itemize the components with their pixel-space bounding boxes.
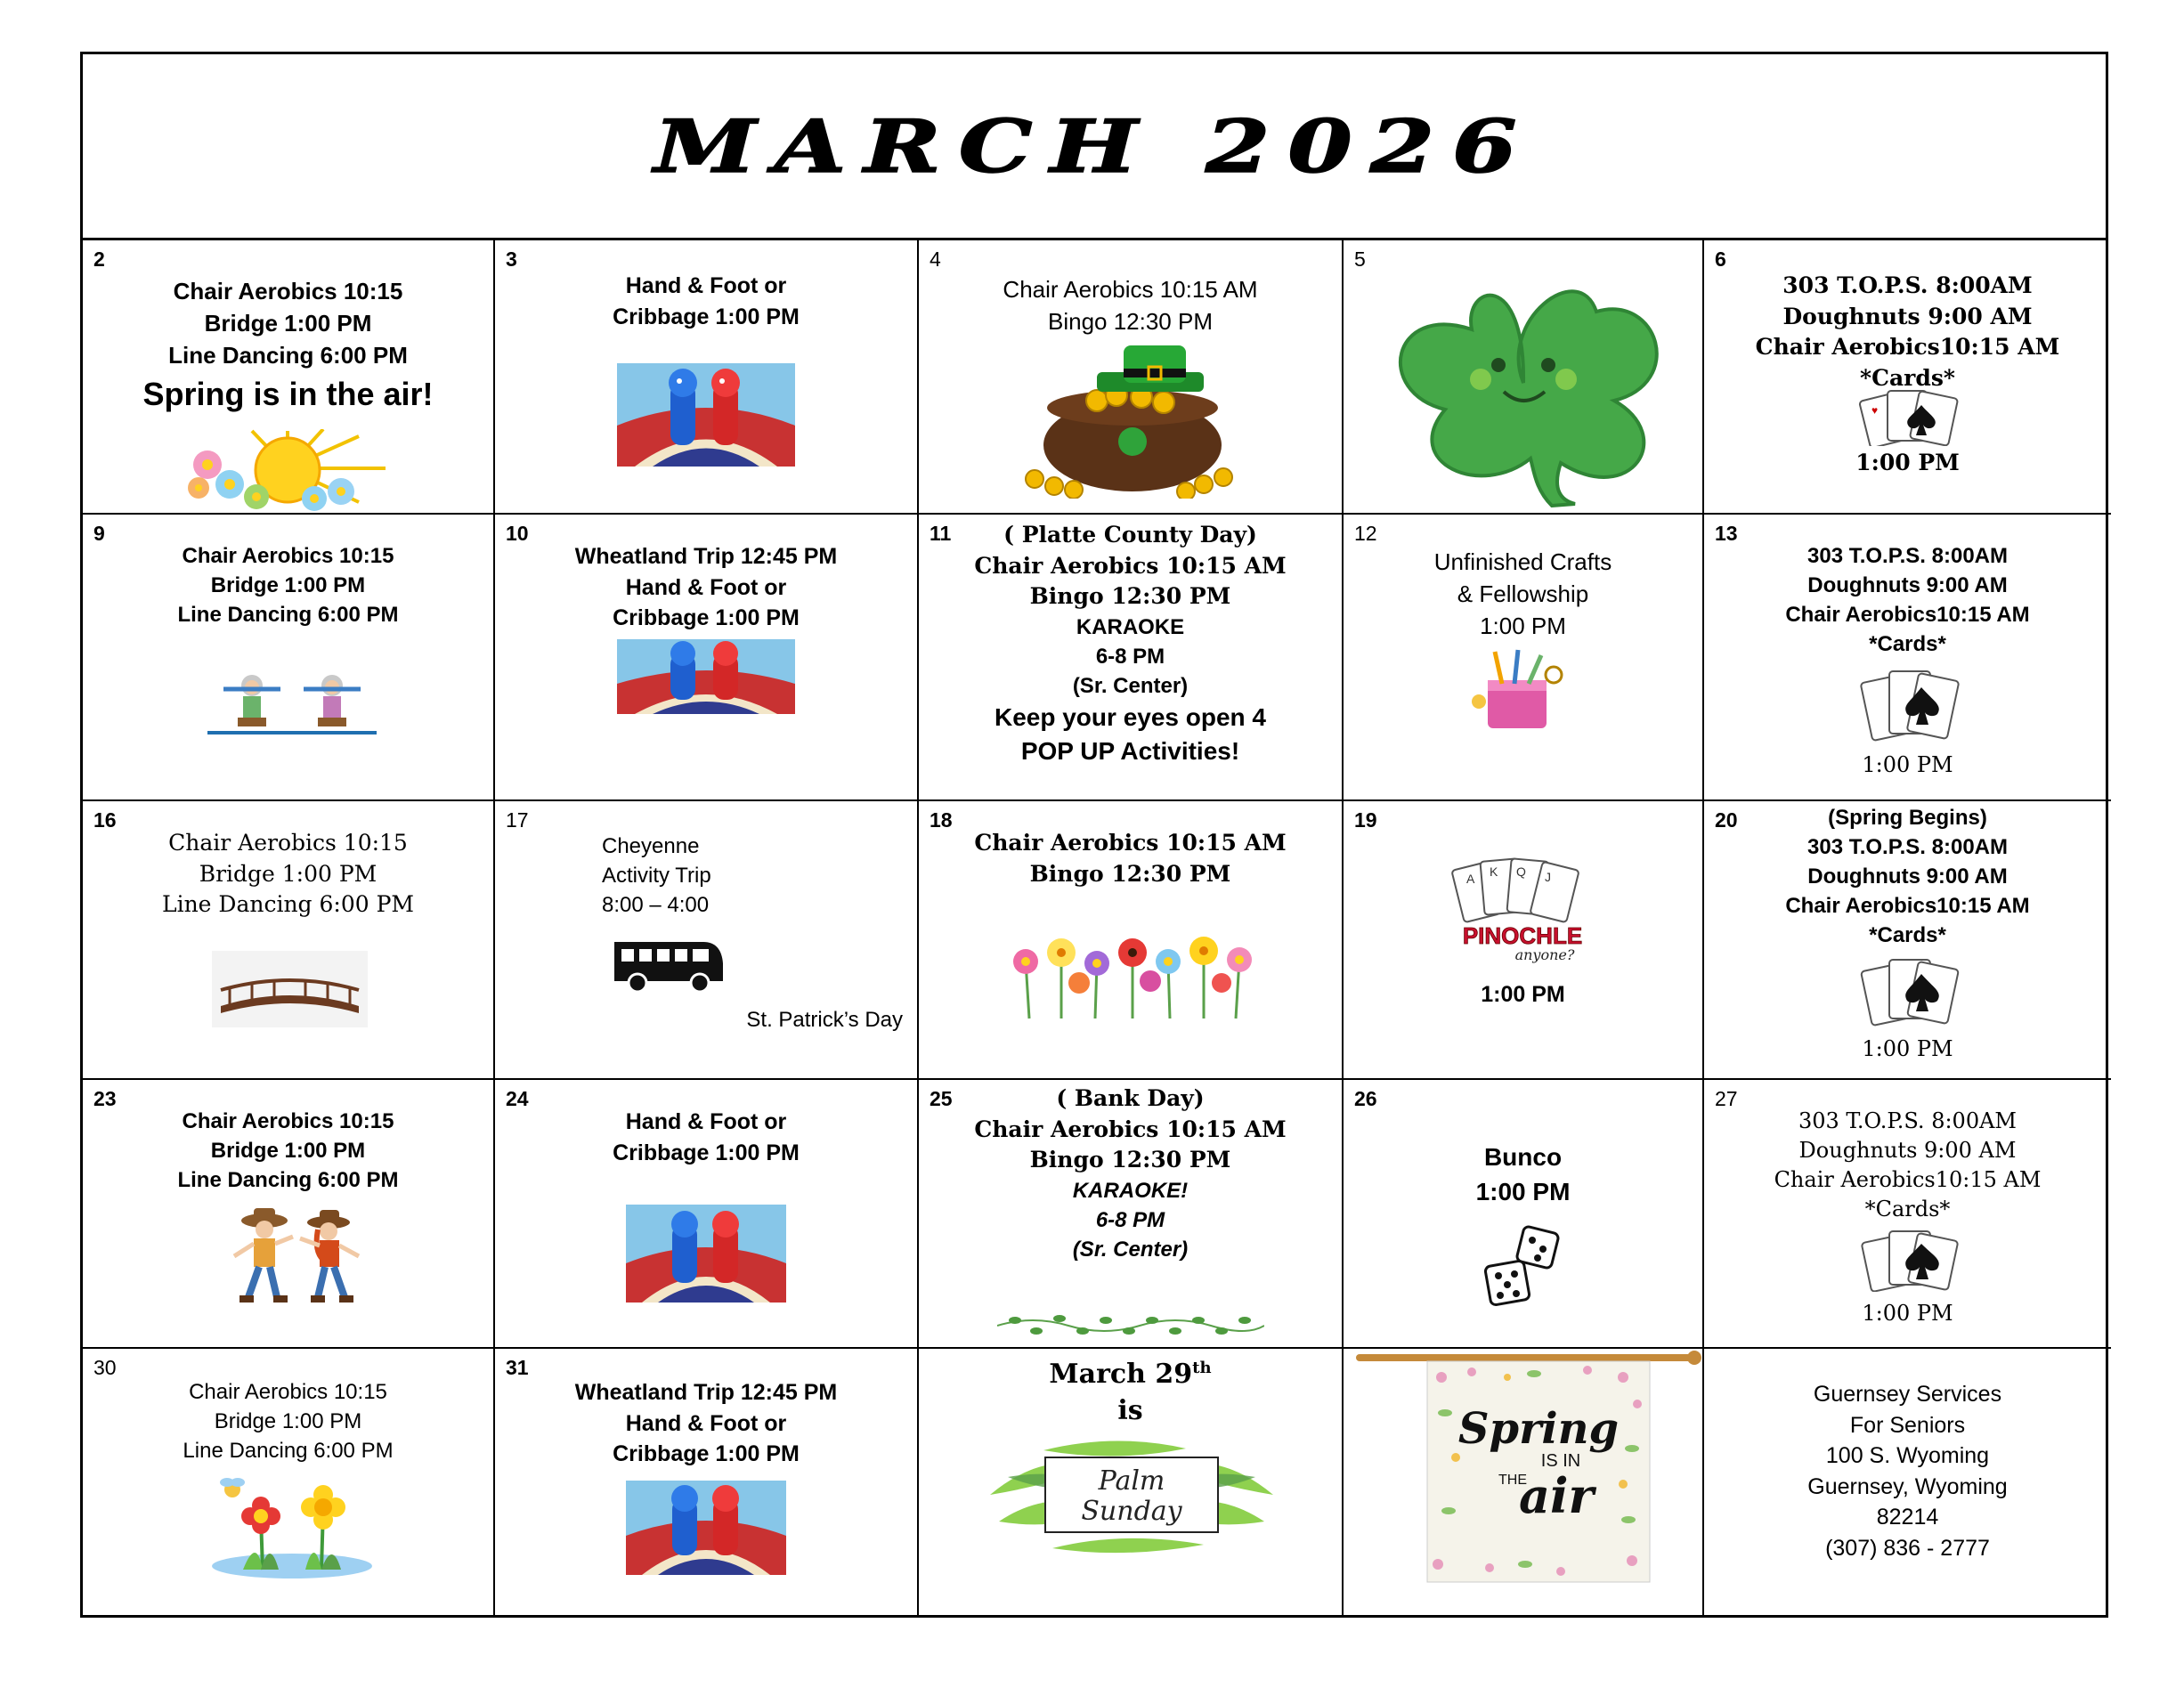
day-cell-27 [1704, 1080, 2111, 1349]
event-karaoke-time: 6-8 PM [1095, 1207, 1165, 1232]
is-in-flag-word: IS IN [1540, 1451, 1581, 1471]
contact-info-cell [1704, 1349, 2111, 1618]
event-cards: *Cards* [1869, 923, 1946, 948]
sunday-sign-text: Sunday [1081, 1496, 1182, 1527]
phone-number: (307) 836 - 2777 [1825, 1535, 1990, 1561]
event-cribbage: Cribbage 1:00 PM [613, 1140, 800, 1165]
day-number: 6 [1715, 248, 1726, 271]
event-chair-aerobics: Chair Aerobics10:15 AM [1785, 603, 2030, 628]
day-cell-23 [83, 1080, 495, 1349]
event-chair-aerobics: Chair Aerobics 10:15 AM [974, 1116, 1287, 1142]
event-cards: *Cards* [1860, 364, 1955, 391]
pinochle-sign-text: PINOCHLE [1462, 922, 1583, 949]
board-game-pieces-icon [617, 639, 795, 714]
spring-message: Spring is in the air! [142, 375, 434, 412]
event-karaoke: KARAOKE [1076, 614, 1185, 639]
line-dancers-icon [225, 1205, 368, 1313]
day-number: 13 [1715, 522, 1738, 545]
day-number: 26 [1354, 1087, 1377, 1110]
event-cards-time: 1:00 PM [1862, 1036, 1953, 1061]
ordinal-suffix: th [1192, 1359, 1212, 1377]
event-chair-aerobics: Chair Aerobics 10:15 [168, 830, 408, 856]
day-number: 12 [1354, 522, 1377, 545]
event-cards: *Cards* [1864, 1197, 1951, 1222]
event-hand-foot: Hand & Foot or [625, 574, 787, 600]
pot-of-gold-icon [999, 345, 1257, 499]
svg-text:♥: ♥ [1871, 404, 1879, 417]
day-cell-9 [83, 515, 495, 801]
day-cell-13 [1704, 515, 2111, 801]
event-chair-aerobics: Chair Aerobics 10:15 [173, 278, 403, 304]
palm-sunday-sign-icon [990, 1432, 1273, 1557]
day-number: 24 [506, 1087, 529, 1110]
day-number: 18 [930, 808, 953, 832]
day-cell-24 [495, 1080, 919, 1349]
event-line-dancing: Line Dancing 6:00 PM [177, 1168, 399, 1193]
event-tops: 303 T.O.P.S. 8:00AM [1782, 272, 2033, 298]
day-cell-31 [495, 1349, 919, 1618]
day-cell-3 [495, 240, 919, 515]
org-name-2: For Seniors [1849, 1412, 1966, 1438]
day-cell-30 [83, 1349, 495, 1618]
board-game-pieces-icon [617, 363, 795, 467]
st-patricks-day: St. Patrick’s Day [746, 1008, 903, 1032]
day-number: 19 [1354, 808, 1377, 832]
event-fellowship: & Fellowship [1457, 580, 1589, 607]
day-number: 2 [93, 248, 105, 271]
event-bingo: Bingo 12:30 PM [1029, 1147, 1231, 1173]
bus-icon [611, 937, 727, 994]
spring-flag-word: Spring [1457, 1404, 1620, 1454]
spring-flag-cell [1344, 1349, 1704, 1618]
event-bingo: Bingo 12:30 PM [1047, 307, 1213, 335]
event-tops: 303 T.O.P.S. 8:00AM [1807, 544, 2008, 568]
calendar [80, 52, 2108, 1618]
seniors-exercising-icon [199, 666, 386, 737]
event-chair-aerobics: Chair Aerobics 10:15 AM [1003, 276, 1258, 303]
event-wheatland-trip: Wheatland Trip 12:45 PM [574, 544, 838, 569]
event-crafts-time: 1:00 PM [1480, 612, 1566, 639]
event-unfinished-crafts: Unfinished Crafts [1433, 548, 1612, 575]
event-pinochle-time: 1:00 PM [1481, 982, 1565, 1007]
svg-text:Q: Q [1516, 864, 1526, 879]
ivy-vine-icon [997, 1310, 1264, 1342]
spring-flag-icon [1356, 1351, 1703, 1584]
event-line-dancing: Line Dancing 6:00 PM [161, 891, 415, 917]
pinochle-sign-subtext: anyone? [1514, 946, 1575, 963]
day-cell-5 [1344, 240, 1704, 515]
day-number: 17 [506, 808, 529, 832]
sun-flowers-icon [181, 429, 394, 511]
day-cell-11 [919, 515, 1344, 801]
event-bingo: Bingo 12:30 PM [1029, 583, 1231, 609]
day-number: 4 [930, 248, 941, 271]
street-address: 100 S. Wyoming [1825, 1443, 1990, 1468]
march-29-label [919, 1356, 1342, 1392]
day-cell-25 [919, 1080, 1344, 1349]
event-bridge: Bridge 1:00 PM [204, 309, 372, 337]
event-karaoke-time: 6-8 PM [1095, 644, 1165, 669]
event-chair-aerobics: Chair Aerobics10:15 AM [1774, 1167, 2042, 1193]
event-chair-aerobics: Chair Aerobics10:15 AM [1755, 334, 2060, 360]
day-cell-20 [1704, 801, 2111, 1080]
day-cell-19 [1344, 801, 1704, 1080]
svg-text:J: J [1545, 870, 1551, 884]
event-line-dancing: Line Dancing 6:00 PM [177, 603, 399, 628]
event-chair-aerobics: Chair Aerobics 10:15 [189, 1380, 387, 1404]
event-chair-aerobics: Chair Aerobics 10:15 AM [974, 830, 1287, 856]
calendar-title: MARCH 2026 [654, 103, 1535, 189]
event-cribbage: Cribbage 1:00 PM [613, 605, 800, 630]
day-cell-4 [919, 240, 1344, 515]
board-game-pieces-icon [626, 1205, 786, 1303]
event-bingo: Bingo 12:30 PM [1029, 860, 1231, 887]
city-state: Guernsey, Wyoming [1807, 1473, 2008, 1499]
day-number: 10 [506, 522, 529, 545]
day-number: 23 [93, 1087, 117, 1110]
event-chair-aerobics: Chair Aerobics 10:15 AM [974, 552, 1287, 579]
event-trip-time: 8:00 – 4:00 [602, 893, 710, 918]
is-label: is [1117, 1395, 1143, 1427]
event-tops: 303 T.O.P.S. 8:00AM [1807, 835, 2008, 860]
event-bunco: Bunco [1483, 1143, 1563, 1171]
svg-text:A: A [1466, 872, 1475, 886]
event-cribbage: Cribbage 1:00 PM [613, 1441, 800, 1466]
day-cell-10 [495, 515, 919, 801]
playing-cards-icon [1857, 1228, 1962, 1292]
day-number: 5 [1354, 248, 1366, 271]
title-row [83, 54, 2106, 240]
playing-cards-icon [1857, 666, 1962, 743]
day-cell-12 [1344, 515, 1704, 801]
event-cards: *Cards* [1869, 632, 1946, 657]
event-hand-foot: Hand & Foot or [625, 1109, 787, 1134]
popup-notice-2: POP UP Activities! [1020, 737, 1240, 766]
march-29-text: March 29 [1049, 1359, 1193, 1390]
svg-text:K: K [1490, 864, 1498, 879]
day-number: 11 [930, 522, 952, 545]
day-number: 25 [930, 1087, 953, 1110]
event-cribbage: Cribbage 1:00 PM [613, 304, 800, 329]
wooden-bridge-icon [212, 951, 368, 1027]
event-bridge: Bridge 1:00 PM [210, 1139, 366, 1164]
day-number: 16 [93, 808, 117, 832]
palm-sunday-cell [919, 1349, 1344, 1618]
day-cell-18 [919, 801, 1344, 1080]
pinochle-sign-icon [1447, 855, 1598, 963]
flowers-icon [999, 926, 1266, 1024]
air-flag-word: air [1519, 1467, 1594, 1524]
day-number: 31 [506, 1356, 529, 1379]
day-cell-26 [1344, 1080, 1704, 1349]
event-karaoke-location: (Sr. Center) [1072, 673, 1189, 698]
event-chair-aerobics: Chair Aerobics 10:15 [182, 544, 394, 568]
day-number: 27 [1715, 1087, 1738, 1110]
craft-supplies-icon [1468, 648, 1566, 732]
day-cell-17 [495, 801, 919, 1080]
event-cards-time: 1:00 PM [1862, 1301, 1953, 1326]
day-number: 9 [93, 522, 105, 545]
event-chair-aerobics: Chair Aerobics10:15 AM [1785, 894, 2030, 919]
event-cards-time: 1:00 PM [1855, 450, 1960, 475]
palm-sign-text: Palm [1098, 1465, 1165, 1497]
day-cell-16 [83, 801, 495, 1080]
event-bridge: Bridge 1:00 PM [210, 573, 366, 598]
event-karaoke-location: (Sr. Center) [1072, 1237, 1189, 1262]
day-number: 30 [93, 1356, 117, 1379]
event-cheyenne: Cheyenne [602, 834, 700, 858]
day-cell-2 [83, 240, 495, 515]
event-doughnuts: Doughnuts 9:00 AM [1782, 303, 2033, 329]
dice-icon [1481, 1224, 1566, 1310]
zip-code: 82214 [1876, 1505, 1939, 1530]
event-activity-trip: Activity Trip [602, 864, 711, 889]
the-flag-word: THE [1498, 1473, 1527, 1488]
event-doughnuts: Doughnuts 9:00 AM [1807, 864, 2008, 889]
bank-day: ( Bank Day) [1056, 1085, 1205, 1111]
platte-county-day: ( Platte County Day) [1003, 522, 1257, 548]
event-tops: 303 T.O.P.S. 8:00AM [1798, 1108, 2017, 1133]
event-chair-aerobics: Chair Aerobics 10:15 [182, 1109, 394, 1133]
event-bunco-time: 1:00 PM [1475, 1177, 1571, 1205]
event-cards-time: 1:00 PM [1862, 752, 1953, 777]
popup-notice: Keep your eyes open 4 [994, 702, 1266, 731]
playing-cards-icon [1857, 954, 1962, 1027]
event-hand-foot: Hand & Foot or [625, 1410, 787, 1436]
day-number: 3 [506, 248, 517, 271]
event-hand-foot: Hand & Foot or [625, 273, 787, 298]
day-cell-6 [1704, 240, 2111, 515]
event-doughnuts: Doughnuts 9:00 AM [1798, 1138, 2017, 1164]
event-doughnuts: Doughnuts 9:00 AM [1807, 573, 2008, 598]
board-game-pieces-icon [626, 1481, 786, 1575]
playing-cards-icon [1857, 387, 1962, 446]
org-name: Guernsey Services [1813, 1382, 2002, 1407]
event-bridge: Bridge 1:00 PM [199, 860, 378, 887]
event-line-dancing: Line Dancing 6:00 PM [183, 1439, 394, 1464]
spring-begins: (Spring Begins) [1828, 806, 1987, 830]
spring-flowers-icon [207, 1473, 377, 1578]
day-number: 20 [1715, 808, 1738, 832]
event-wheatland-trip: Wheatland Trip 12:45 PM [574, 1380, 838, 1405]
event-karaoke: KARAOKE! [1072, 1178, 1189, 1203]
event-line-dancing: Line Dancing 6:00 PM [168, 341, 408, 369]
shamrock-icon [1374, 267, 1672, 507]
event-bridge: Bridge 1:00 PM [214, 1409, 362, 1434]
